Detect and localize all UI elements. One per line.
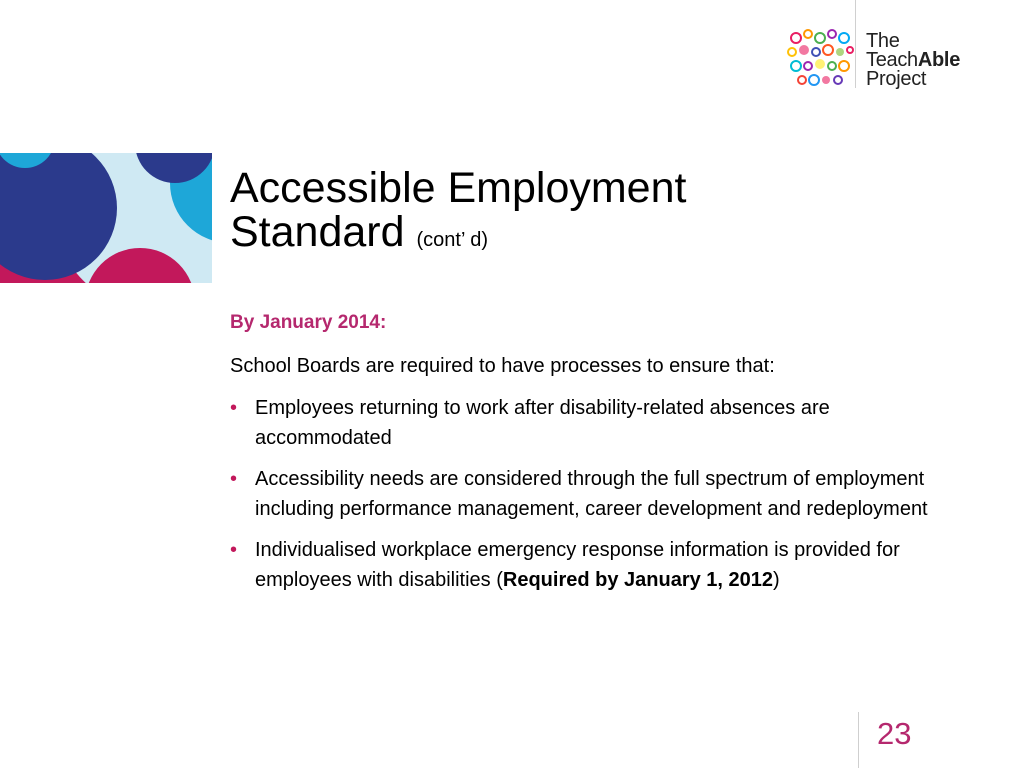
title-subtitle: (cont’ d) (416, 229, 488, 251)
bullet-text: Employees returning to work after disability-related absences are accommodated (255, 397, 830, 449)
bullet-icon: • (230, 468, 238, 490)
list-item (230, 464, 960, 524)
decorative-circles-graphic (0, 153, 212, 283)
slide-title (230, 166, 790, 262)
bullet-bold-text: Required by January 1, 2012 (502, 569, 774, 591)
logo-divider (855, 0, 856, 88)
title-line-1: Accessible Employment (230, 164, 687, 212)
logo-line-project: Project (866, 68, 927, 90)
bullet-text: Accessibility needs are considered through the full spectrum of employment including performance management, career development and redeployment (255, 468, 928, 520)
page-number-divider (858, 712, 859, 768)
requirements-list (230, 393, 960, 595)
logo-able: Able (917, 49, 961, 71)
bullet-icon: • (230, 539, 238, 561)
logo-circles-icon (786, 26, 856, 92)
bullet-icon: • (230, 397, 238, 419)
deadline-heading: By January 2014: (230, 312, 387, 333)
title-line-2: Standard (230, 208, 405, 256)
logo-wordmark (866, 32, 960, 89)
list-item (230, 535, 960, 595)
slide-content (230, 312, 960, 606)
list-item (230, 393, 960, 453)
bullet-text: Individualised workplace emergency response information is provided for employees with disabilities ( (255, 539, 900, 591)
bullet-text-end: ) (773, 569, 780, 591)
intro-text: School Boards are required to have processes to ensure that: (230, 355, 775, 377)
logo-teach: Teach (866, 49, 918, 71)
page-number: 23 (877, 716, 912, 751)
logo-line-the: The (866, 30, 900, 52)
